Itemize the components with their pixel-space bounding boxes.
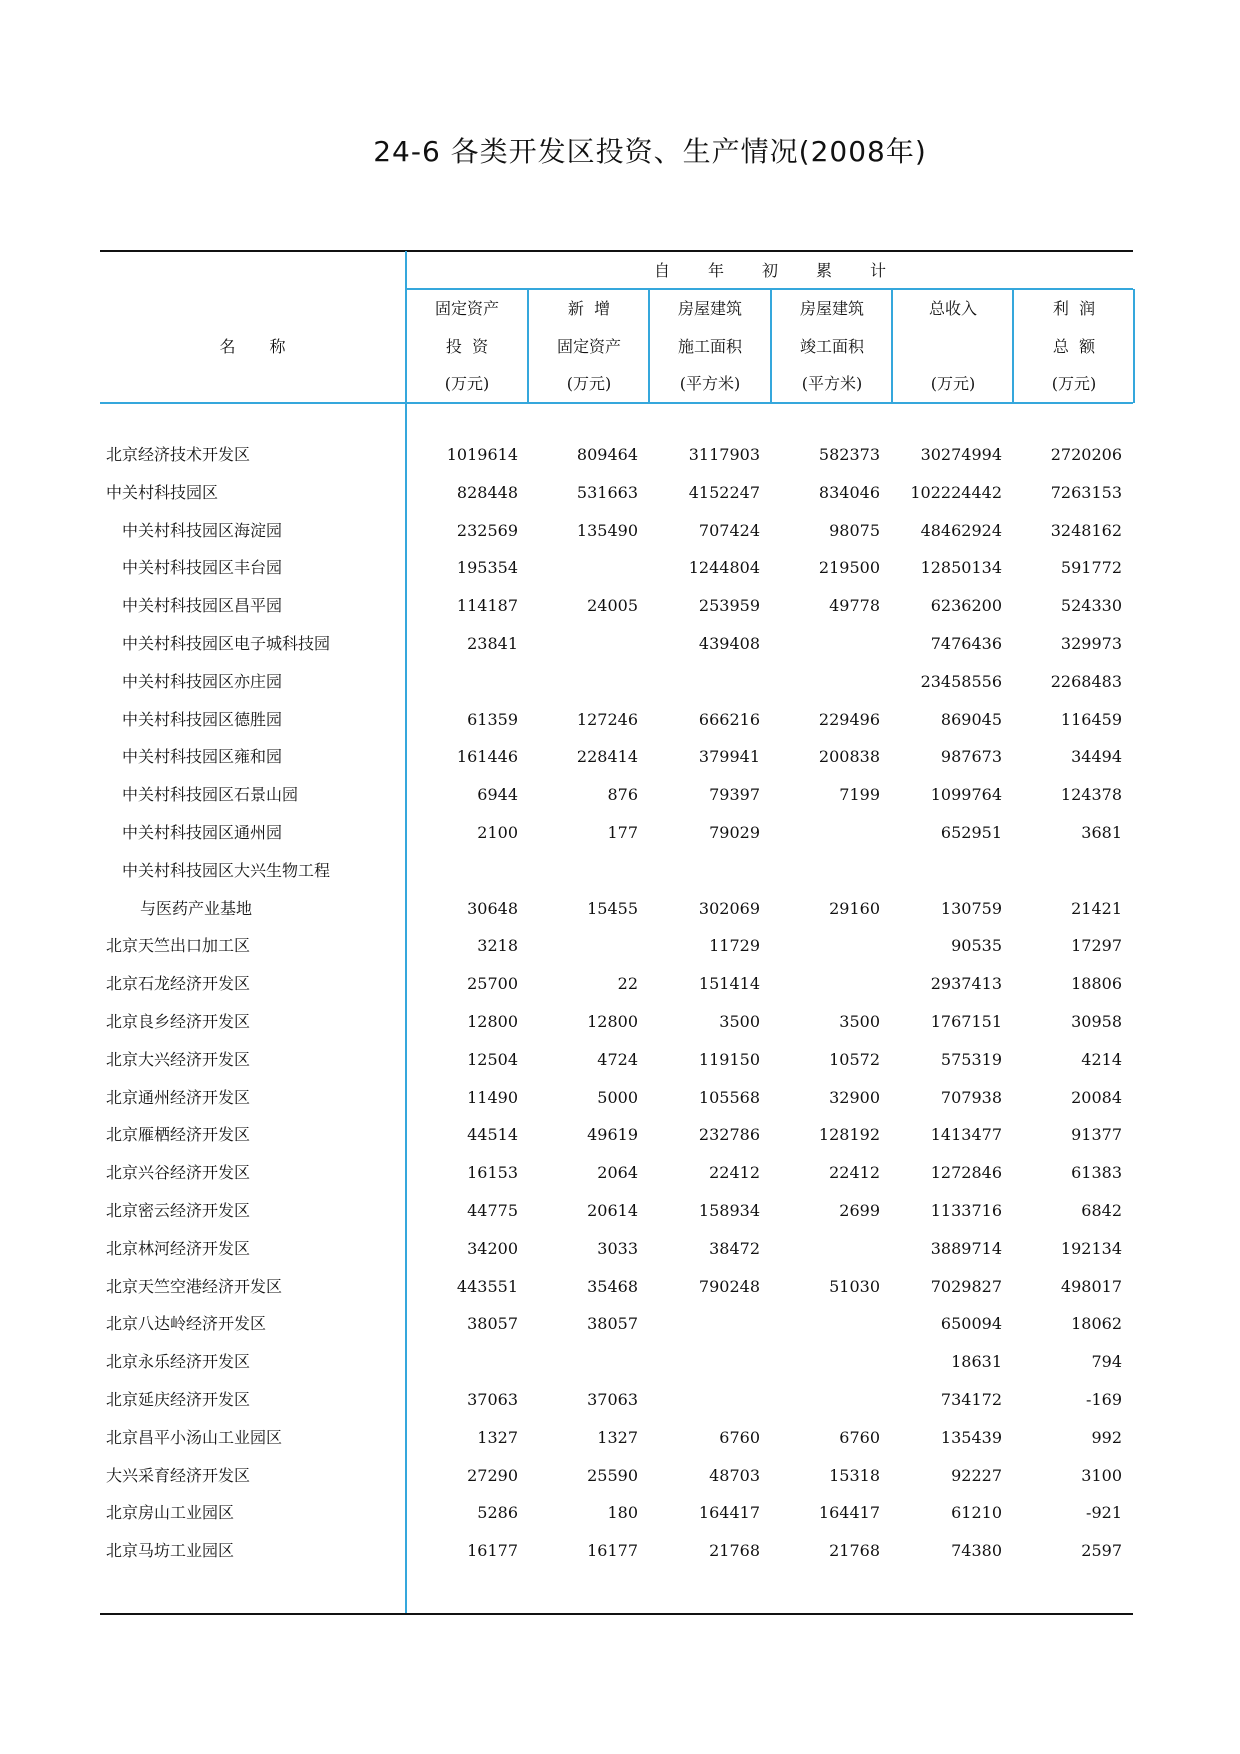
row-value: 135490	[576, 520, 638, 540]
row-name: 北京天竺空港经济开发区	[106, 1276, 283, 1296]
row-value: 102224442	[910, 482, 1002, 502]
row-value: 809464	[576, 445, 638, 464]
row-value: 6236200	[930, 596, 1002, 616]
row-name: 北京石龙经济开发区	[106, 974, 251, 994]
row-value: 164417	[698, 1503, 760, 1523]
page-title: 24-6 各类开发区投资、生产情况(2008年)	[373, 135, 927, 168]
row-value: 524330	[1060, 596, 1122, 616]
table-row	[100, 1381, 1133, 1419]
column-header-line1: 利 润	[1052, 299, 1096, 318]
row-value: 734172	[940, 1390, 1002, 1409]
table-row	[100, 474, 1133, 512]
row-value: 3681	[1081, 823, 1122, 842]
table-row	[100, 1154, 1133, 1192]
table-row	[100, 1532, 1133, 1570]
column-header-unit: (平方米)	[679, 374, 741, 393]
column-header-line1: 总收入	[928, 299, 977, 318]
row-name: 北京林河经济开发区	[106, 1238, 251, 1258]
row-name: 北京永乐经济开发区	[106, 1352, 251, 1372]
row-value: 3500	[719, 1012, 760, 1031]
table-row	[100, 1192, 1133, 1230]
row-value: 79029	[709, 823, 760, 842]
row-value: 48462924	[920, 520, 1002, 540]
row-value: 3218	[477, 936, 518, 956]
row-value: 34494	[1071, 747, 1122, 767]
table-row	[100, 1116, 1133, 1154]
row-value: 439408	[698, 634, 760, 653]
row-value: 22412	[709, 1163, 760, 1183]
row-value: 6760	[839, 1427, 880, 1447]
row-value: 105568	[698, 1087, 760, 1107]
row-value: 7029827	[930, 1276, 1002, 1296]
row-value: 90535	[951, 936, 1002, 956]
row-value: 876	[607, 785, 638, 805]
row-value: 61210	[951, 1503, 1002, 1523]
row-value: 6944	[477, 785, 518, 805]
row-name: 北京房山工业园区	[106, 1503, 235, 1523]
row-value: 12800	[587, 1012, 638, 1031]
row-name: 北京八达岭经济开发区	[106, 1314, 267, 1334]
row-value: 23841	[467, 634, 518, 653]
row-value: 30958	[1071, 1012, 1122, 1031]
column-header-unit: (平方米)	[801, 374, 863, 393]
row-value: 7263153	[1050, 482, 1122, 502]
row-value: 119150	[698, 1049, 760, 1069]
row-value: 3117903	[688, 445, 760, 464]
row-value: 37063	[587, 1390, 638, 1409]
row-name: 北京雁栖经济开发区	[106, 1125, 251, 1145]
row-value: 98075	[829, 520, 880, 540]
row-value: 15455	[587, 898, 638, 918]
row-value: 23458556	[920, 671, 1002, 691]
row-name: 中关村科技园区海淀园	[122, 520, 283, 540]
row-value: 127246	[576, 709, 638, 729]
table-row	[100, 1003, 1133, 1041]
row-value: 11490	[467, 1087, 518, 1107]
row-value: 834046	[818, 482, 880, 502]
table-row	[100, 1419, 1133, 1457]
row-value: 161446	[456, 747, 518, 767]
row-value: 22412	[829, 1163, 880, 1183]
row-value: 4724	[597, 1049, 638, 1069]
row-value: 1019614	[446, 445, 518, 464]
row-value: 707938	[940, 1087, 1002, 1107]
table-row	[100, 436, 1133, 474]
row-value: 116459	[1060, 709, 1122, 729]
row-value: 38057	[587, 1314, 638, 1334]
row-value: 987673	[940, 747, 1002, 767]
row-value: 2268483	[1050, 671, 1122, 691]
row-value: 25590	[587, 1465, 638, 1485]
table-row	[100, 1079, 1133, 1117]
row-value: 164417	[818, 1503, 880, 1523]
header-divider	[100, 402, 1133, 404]
table-bottom-rule	[100, 1613, 1133, 1615]
row-value: 531663	[576, 482, 638, 502]
row-value: 18631	[951, 1352, 1002, 1372]
row-value: 3500	[839, 1012, 880, 1031]
row-value: 25700	[467, 974, 518, 994]
column-header-line1: 房屋建筑	[677, 299, 742, 318]
row-value: 74380	[951, 1541, 1002, 1561]
row-value: 79397	[709, 785, 760, 805]
row-value: 195354	[456, 558, 518, 578]
row-value: 1413477	[930, 1125, 1002, 1145]
row-value: 30274994	[920, 445, 1002, 464]
row-value: 1272846	[930, 1163, 1002, 1183]
table-row	[100, 965, 1133, 1003]
row-value: 30648	[467, 898, 518, 918]
column-header-line1: 新 增	[567, 299, 611, 318]
table-row	[100, 776, 1133, 814]
row-name: 北京良乡经济开发区	[106, 1012, 251, 1031]
row-value: 135439	[940, 1427, 1002, 1447]
row-name: 中关村科技园区大兴生物工程	[122, 860, 331, 880]
row-value: 6760	[719, 1427, 760, 1447]
row-value: 38057	[467, 1314, 518, 1334]
table-row	[100, 1343, 1133, 1381]
row-value: 794	[1091, 1352, 1122, 1372]
row-name: 北京天竺出口加工区	[106, 936, 251, 956]
row-value: 37063	[467, 1390, 518, 1409]
row-value: 20614	[587, 1201, 638, 1220]
row-value: 229496	[818, 709, 880, 729]
row-value: 24005	[587, 596, 638, 616]
row-value: 3248162	[1050, 520, 1122, 540]
row-value: 1327	[597, 1427, 638, 1447]
row-value: 790248	[698, 1276, 760, 1296]
row-value: 1099764	[930, 785, 1002, 805]
column-header-unit: (万元)	[566, 374, 612, 393]
row-value: 177	[607, 823, 638, 842]
row-value: 12800	[467, 1012, 518, 1031]
row-value: 7476436	[930, 634, 1002, 653]
row-name: 中关村科技园区昌平园	[122, 596, 283, 616]
row-value: 869045	[940, 709, 1002, 729]
row-value: 992	[1091, 1427, 1122, 1447]
row-value: 329973	[1060, 634, 1122, 653]
row-value: 200838	[818, 747, 880, 767]
row-value: 22	[617, 974, 638, 994]
row-name: 与医药产业基地	[140, 898, 253, 918]
row-value: 232786	[698, 1125, 760, 1145]
row-value: 91377	[1071, 1125, 1122, 1145]
row-value: 124378	[1060, 785, 1122, 805]
row-name: 北京延庆经济开发区	[106, 1390, 251, 1409]
row-value: 29160	[829, 898, 880, 918]
column-header-line2: 施工面积	[677, 336, 742, 356]
row-value: 3033	[597, 1238, 638, 1258]
table-row	[100, 1305, 1133, 1343]
table-row	[100, 1457, 1133, 1495]
row-value: 20084	[1071, 1087, 1122, 1107]
column-header-line2: 固定资产	[556, 336, 621, 356]
table-row	[100, 890, 1133, 928]
row-value: 12850134	[920, 558, 1002, 578]
row-value: 2100	[477, 823, 518, 842]
column-header-line2: 总 额	[1052, 336, 1096, 356]
group-header: 自年初累计	[653, 261, 924, 280]
row-value: 302069	[698, 898, 760, 918]
row-value: 21421	[1071, 898, 1122, 918]
column-header-unit: (万元)	[1051, 374, 1097, 393]
column-header-unit: (万元)	[444, 374, 490, 393]
row-value: 21768	[829, 1541, 880, 1561]
row-value: 2597	[1081, 1541, 1122, 1561]
row-value: 38472	[709, 1238, 760, 1258]
row-value: 16153	[467, 1163, 518, 1183]
row-value: 379941	[698, 747, 760, 767]
name-column-header: 名称	[219, 337, 320, 356]
row-value: 180	[607, 1503, 638, 1523]
row-value: 591772	[1060, 558, 1122, 578]
row-name: 中关村科技园区石景山园	[122, 785, 299, 805]
row-value: 7199	[839, 785, 880, 805]
row-value: 575319	[940, 1049, 1002, 1069]
table-row	[100, 1041, 1133, 1079]
row-value: 32900	[829, 1087, 880, 1107]
row-name: 大兴采育经济开发区	[106, 1465, 251, 1485]
row-value: 192134	[1060, 1238, 1122, 1258]
table-row	[100, 1230, 1133, 1268]
row-value: 15318	[829, 1465, 880, 1485]
row-value: 18062	[1071, 1314, 1122, 1334]
row-value: 61383	[1071, 1163, 1122, 1183]
table-row	[100, 814, 1133, 852]
column-header-line1: 房屋建筑	[799, 299, 864, 318]
row-value: 49619	[587, 1125, 638, 1145]
row-value: 10572	[829, 1049, 880, 1069]
row-name: 中关村科技园区通州园	[122, 823, 283, 842]
row-name: 北京密云经济开发区	[106, 1201, 251, 1220]
row-value: 61359	[467, 709, 518, 729]
row-value: 11729	[709, 936, 760, 956]
table-row	[100, 549, 1133, 587]
row-value: 34200	[467, 1238, 518, 1258]
row-name: 北京经济技术开发区	[106, 445, 251, 464]
row-value: 44514	[467, 1125, 518, 1145]
row-value: 3100	[1081, 1465, 1122, 1485]
row-value: 51030	[829, 1276, 880, 1296]
table-row	[100, 1268, 1133, 1306]
row-value: 1133716	[930, 1201, 1002, 1220]
row-value: 16177	[467, 1541, 518, 1561]
column-header-line1: 固定资产	[434, 299, 499, 318]
row-value: 114187	[456, 596, 518, 616]
row-value: 49778	[829, 596, 880, 616]
table-row	[100, 587, 1133, 625]
table-row	[100, 701, 1133, 739]
row-value: 5286	[477, 1503, 518, 1523]
row-value: 18806	[1071, 974, 1122, 994]
table-row	[100, 852, 1133, 890]
row-value: 652951	[940, 823, 1002, 842]
row-value: 12504	[467, 1049, 518, 1069]
row-name: 北京昌平小汤山工业园区	[106, 1427, 283, 1447]
column-header-line2: 竣工面积	[799, 336, 864, 356]
row-value: 498017	[1060, 1276, 1122, 1296]
row-value: 48703	[709, 1465, 760, 1485]
table-row	[100, 512, 1133, 550]
row-value: 1327	[477, 1427, 518, 1447]
row-value: 6842	[1081, 1201, 1122, 1220]
table-row	[100, 738, 1133, 776]
column-header-unit: (万元)	[930, 374, 976, 393]
row-name: 中关村科技园区亦庄园	[122, 671, 283, 691]
row-value: 666216	[698, 709, 760, 729]
table-row	[100, 1494, 1133, 1532]
row-value: 16177	[587, 1541, 638, 1561]
row-value: 582373	[818, 445, 880, 464]
row-value: 2699	[839, 1201, 880, 1220]
table-row	[100, 625, 1133, 663]
row-value: 3889714	[930, 1238, 1002, 1258]
row-value: 128192	[818, 1125, 880, 1145]
row-value: 21768	[709, 1541, 760, 1561]
row-value: 44775	[467, 1201, 518, 1220]
row-name: 中关村科技园区雍和园	[122, 747, 283, 767]
row-name: 中关村科技园区电子城科技园	[122, 634, 331, 653]
row-value: 232569	[456, 520, 518, 540]
row-value: 707424	[698, 520, 760, 540]
row-value: 92227	[951, 1465, 1002, 1485]
row-value: 4214	[1081, 1049, 1122, 1069]
row-value: 253959	[698, 596, 760, 616]
row-value: 650094	[940, 1314, 1002, 1334]
table-row	[100, 663, 1133, 701]
row-value: 228414	[576, 747, 638, 767]
row-value: 2720206	[1050, 445, 1122, 464]
row-value: 5000	[597, 1087, 638, 1107]
row-value: 2937413	[930, 974, 1002, 994]
row-value: 35468	[587, 1276, 638, 1296]
row-value: 1767151	[930, 1012, 1002, 1031]
row-name: 中关村科技园区德胜园	[122, 709, 283, 729]
row-value: 17297	[1071, 936, 1122, 956]
row-value: 2064	[597, 1163, 638, 1183]
row-value: 1244804	[688, 558, 760, 578]
row-name: 北京马坊工业园区	[106, 1541, 235, 1561]
row-value: 27290	[467, 1465, 518, 1485]
column-header-line2: 投 资	[445, 336, 489, 356]
row-value: 130759	[940, 898, 1002, 918]
row-value: 443551	[456, 1276, 518, 1296]
row-name: 中关村科技园区丰台园	[122, 558, 283, 578]
row-name: 北京兴谷经济开发区	[106, 1163, 251, 1183]
row-name: 中关村科技园区	[106, 482, 219, 502]
row-name: 北京大兴经济开发区	[106, 1049, 251, 1069]
row-value: 4152247	[688, 482, 760, 502]
row-name: 北京通州经济开发区	[106, 1087, 251, 1107]
table-row	[100, 927, 1133, 965]
row-value: 828448	[456, 482, 518, 502]
row-value: -921	[1086, 1503, 1122, 1523]
row-value: 219500	[818, 558, 880, 578]
row-value: 151414	[698, 974, 760, 994]
row-value: -169	[1086, 1390, 1122, 1409]
row-value: 158934	[698, 1201, 760, 1220]
